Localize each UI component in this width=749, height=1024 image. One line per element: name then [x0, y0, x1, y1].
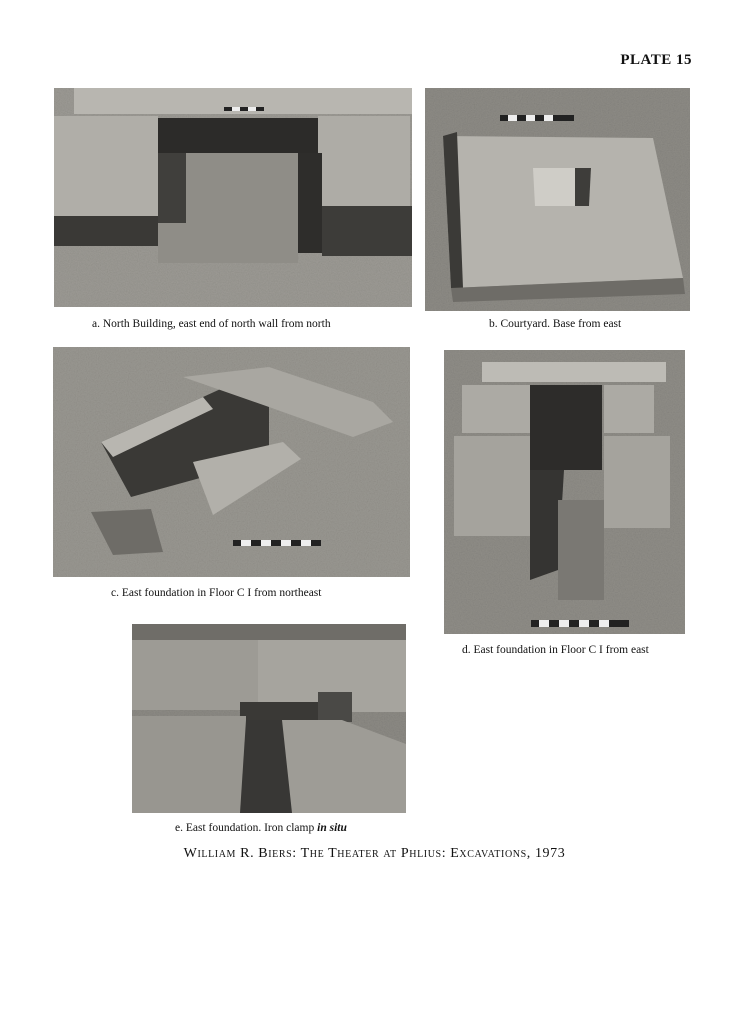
caption-d: d. East foundation in Floor C I from east: [462, 644, 649, 656]
photo-d-east-foundation-east: [444, 350, 685, 634]
page-footer-citation: William R. Biers: The Theater at Phlius: Excavations, 1973: [183, 846, 566, 861]
caption-e-text: e. East foundation. Iron clamp: [175, 822, 318, 834]
plate-number: PLATE 15: [620, 52, 692, 68]
caption-e-italic: in situ: [317, 822, 347, 834]
caption-b: b. Courtyard. Base from east: [489, 318, 622, 330]
caption-c: c. East foundation in Floor C I from northeast: [111, 587, 322, 599]
photo-a-north-building: [54, 88, 412, 307]
photo-e-iron-clamp: [132, 624, 406, 813]
photo-b-courtyard-base: [425, 88, 690, 311]
photo-c-east-foundation-northeast: [53, 347, 410, 577]
caption-a: a. North Building, east end of north wall from north: [92, 318, 331, 330]
caption-e: [175, 822, 347, 834]
